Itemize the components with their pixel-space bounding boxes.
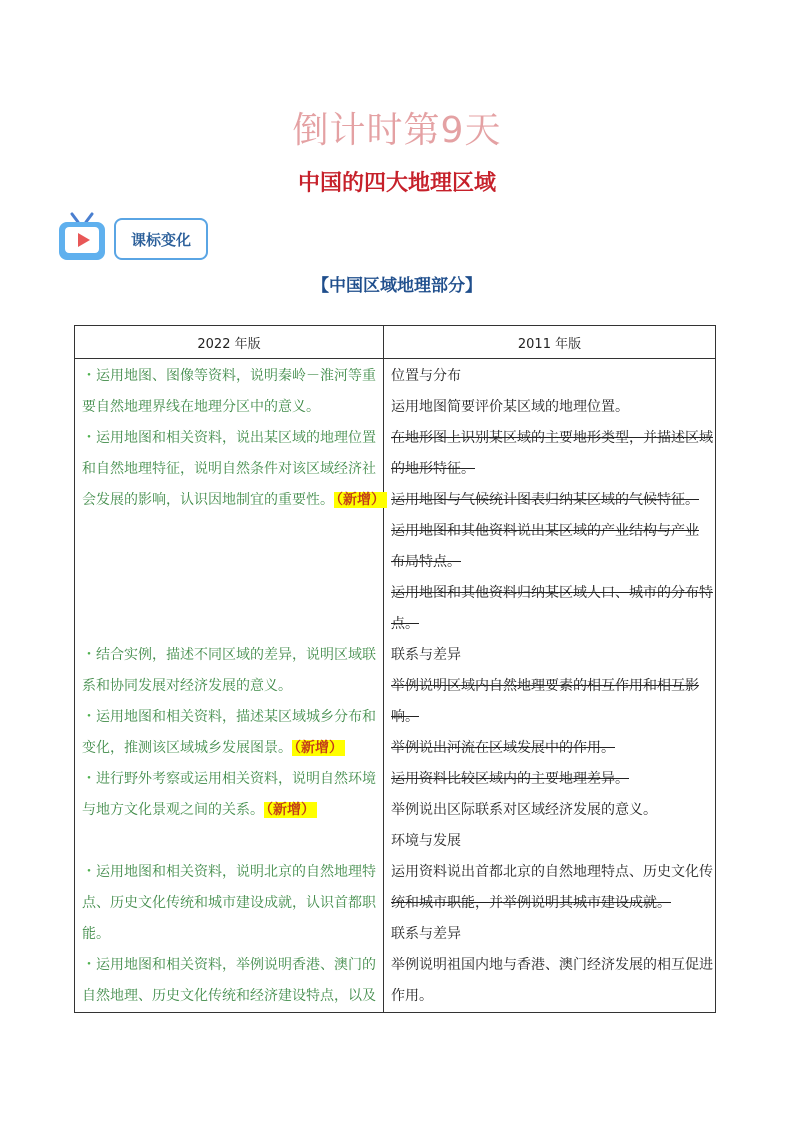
- deleted-standard-text: 举例说出河流在区域发展中的作用。: [391, 740, 615, 756]
- deleted-standard-text: 运用地图和其他资料说出某区域的产业结构与产业: [391, 523, 699, 539]
- standard-text: 运用地图和相关资料，说明北京的自然地理特: [96, 864, 376, 880]
- standard-text: 自然地理、历史文化传统和经济建设特点，以及: [82, 988, 376, 1004]
- standard-text: 举例说出区际联系对区域经济发展的意义。: [391, 802, 657, 818]
- standard-text: 和自然地理特征，说明自然条件对该区域经济社: [82, 461, 376, 477]
- standard-text: 运用地图和相关资料，说出某区域的地理位置: [96, 430, 376, 446]
- standard-text: 运用地图和相关资料，举例说明香港、澳门的: [96, 957, 376, 973]
- page-title: 倒计时第9天: [292, 110, 502, 151]
- new-tag-badge: （新增）: [294, 740, 343, 756]
- standard-text: 系和协同发展对经济发展的意义。: [82, 678, 292, 694]
- new-tag-badge: （新增）: [336, 492, 385, 508]
- standard-text: 运用地图和相关资料，描述某区域城乡分布和: [96, 709, 376, 725]
- topic-heading: 位置与分布: [391, 368, 461, 384]
- column-2011: [384, 359, 716, 1013]
- standard-text: 进行野外考察或运用相关资料，说明自然环境: [96, 771, 376, 787]
- deleted-standard-text: 在地形图上识别某区域的主要地形类型，并描述区域: [391, 430, 713, 446]
- table-row: [75, 359, 716, 1013]
- deleted-standard-text: 点。: [391, 616, 419, 632]
- deleted-standard-text: 的地形特征。: [391, 461, 475, 477]
- standard-text: 点、历史文化传统和城市建设成就，认识首都职: [82, 895, 376, 911]
- topic-heading: 联系与差异: [391, 647, 461, 663]
- column-2022: ・运用地图、图像等资料，说明秦岭－淮河等重 要自然地理界线在地理分区中的意义。 ・运用地图和相关资料，说出某区域的地理位置 和自然地理特征，说明自然条件对该区域经济社 会发展的影响，认识因地制宜的重要性。 （新增） ・结合实例，描述不同区域的差异，说明区域联 系和协同发展对经济发展的意义。 ・运用地图和相关资料，描述某区域城乡分布和 变化，推测该区域城乡发展图景。 （新增） ・进行野外考察或运用相关资料，说明自然环境 与地方文化景观之间的关系。 （新增） ・运用地图和相关资料，说明北京的自然地理特 点、历史文化传统和城市建设成就，认识首都职 能。 ・运用地图和相关资料，举例说明香港、澳门的 自然地理、历史文化传统和经济建设特点，以及: [75, 359, 384, 1013]
- standard-text: 结合实例，描述不同区域的差异，说明区域联: [96, 647, 376, 663]
- standard-text: 运用资料说出首都北京的自然地理特点、历史文化传: [391, 864, 713, 880]
- standard-text: 要自然地理界线在地理分区中的意义。: [82, 399, 320, 415]
- standard-text: 举例说明祖国内地与香港、澳门经济发展的相互促进: [391, 957, 713, 973]
- deleted-standard-text: 响。: [391, 709, 419, 725]
- standard-text: 会发展的影响，认识因地制宜的重要性。: [82, 492, 334, 508]
- deleted-standard-text: 运用地图与气候统计图表归纳某区域的气候特征。: [391, 492, 699, 508]
- standard-text: 变化，推测该区域城乡发展图景。: [82, 740, 292, 756]
- standard-text: 运用地图简要评价某区域的地理位置。: [391, 399, 629, 415]
- deleted-standard-text: 举例说明区域内自然地理要素的相互作用和相互影: [391, 678, 699, 694]
- deleted-standard-text: 布局特点。: [391, 554, 461, 570]
- topic-heading: 环境与发展: [391, 833, 461, 849]
- deleted-standard-text: 统和城市职能，并举例说明其城市建设成就。: [391, 895, 671, 911]
- sub-heading: 【中国区域地理部分】: [312, 276, 482, 296]
- standard-text: 运用地图、图像等资料，说明秦岭－淮河等重: [96, 368, 376, 384]
- deleted-standard-text: 运用资料比较区域内的主要地理差异。: [391, 771, 629, 787]
- topic-heading: 联系与差异: [391, 926, 461, 942]
- standard-text: 能。: [82, 926, 110, 942]
- comparison-table: [74, 325, 716, 1013]
- table-header-row: [75, 326, 716, 359]
- section-label: 课标变化: [114, 218, 208, 260]
- header-2022: 2022 年版: [75, 326, 384, 359]
- standard-text: 与地方文化景观之间的关系。: [82, 802, 264, 818]
- header-2011: 2011 年版: [384, 326, 716, 359]
- deleted-standard-text: 运用地图和其他资料归纳某区域人口、城市的分布特: [391, 585, 713, 601]
- new-tag-badge: （新增）: [266, 802, 315, 818]
- standard-text: 作用。: [391, 988, 433, 1004]
- page-subtitle: 中国的四大地理区域: [297, 171, 496, 196]
- tv-play-icon: [56, 212, 108, 264]
